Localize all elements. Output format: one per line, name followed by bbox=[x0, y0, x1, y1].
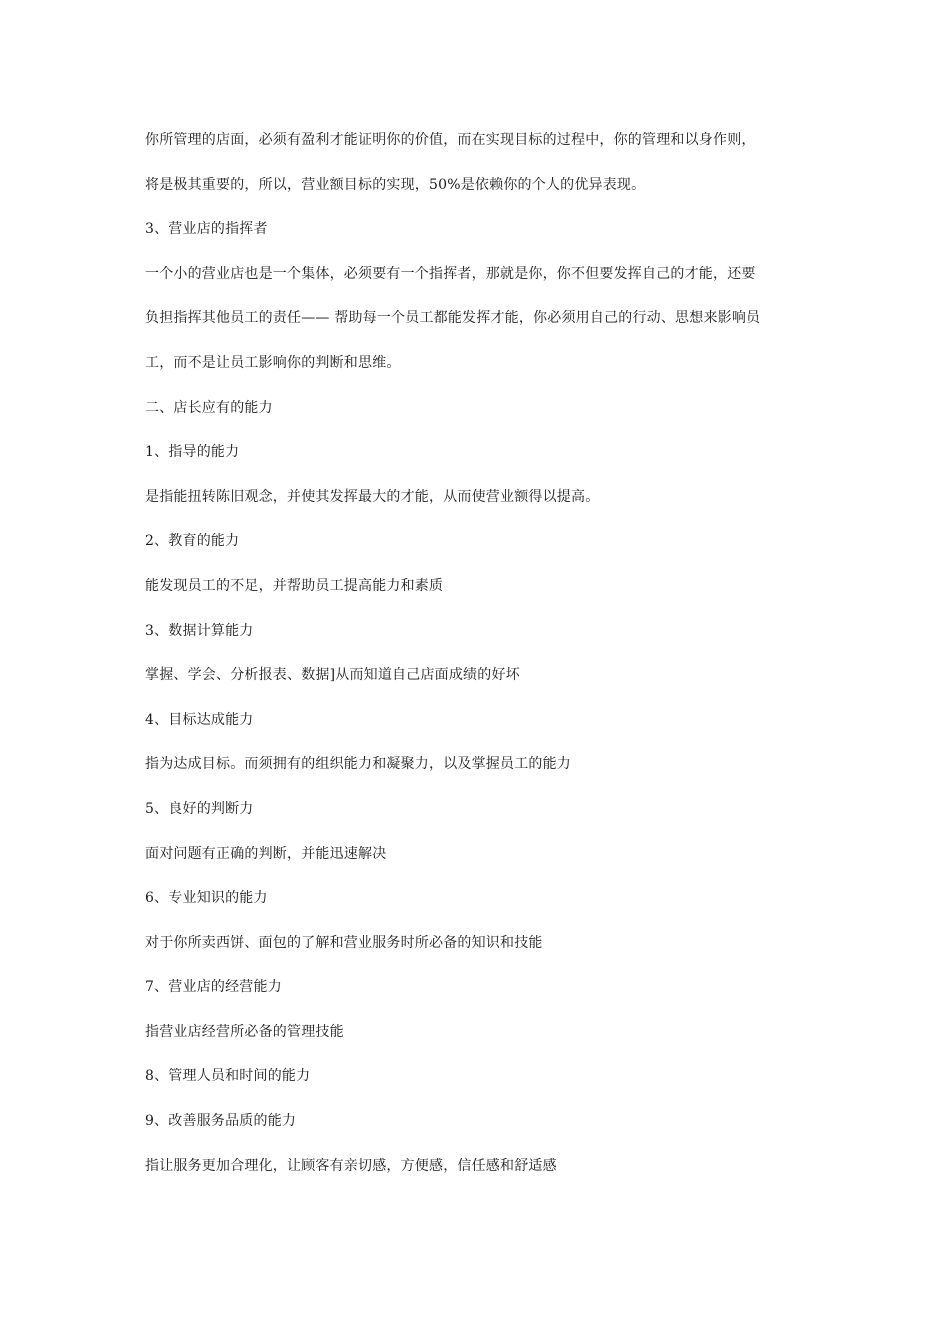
paragraph-line: 是指能扭转陈旧观念，并使其发挥最大的才能，从而使营业额得以提高。 bbox=[145, 488, 600, 505]
section-heading: 3、营业店的指挥者 bbox=[145, 221, 268, 238]
paragraph-line: 对于你所卖西饼、面包的了解和营业服务时所必备的知识和技能 bbox=[145, 934, 543, 951]
section-heading: 5、良好的判断力 bbox=[145, 800, 254, 817]
section-heading: 2、教育的能力 bbox=[145, 533, 240, 550]
section-heading: 7、营业店的经营能力 bbox=[145, 979, 282, 996]
paragraph-line: 指为达成目标。而须拥有的组织能力和凝聚力，以及掌握员工的能力 bbox=[145, 756, 571, 773]
document-body bbox=[145, 118, 815, 1188]
paragraph-line: 指让服务更加合理化，让顾客有亲切感，方便感，信任感和舒适感 bbox=[145, 1157, 557, 1174]
section-heading: 6、专业知识的能力 bbox=[145, 890, 268, 907]
chapter-heading: 二、店长应有的能力 bbox=[145, 399, 273, 416]
paragraph-line: 工，而不是让员工影响你的判断和思维。 bbox=[145, 354, 401, 371]
paragraph-line: 将是极其重要的，所以，营业额目标的实现，50%是依赖你的个人的优异表现。 bbox=[145, 176, 646, 193]
paragraph-line: 一个小的营业店也是一个集体，必须要有一个指挥者，那就是你，你不但要发挥自己的才能，还要 bbox=[145, 265, 756, 282]
section-heading: 1、指导的能力 bbox=[145, 444, 240, 461]
paragraph-line: 掌握、学会、分析报表、数据]从而知道自己店面成绩的好坏 bbox=[145, 667, 520, 684]
paragraph-line: 面对问题有正确的判断，并能迅速解决 bbox=[145, 845, 387, 862]
paragraph-line: 负担指挥其他员工的责任—— 帮助每一个员工都能发挥才能，你必须用自己的行动、思想来影响员 bbox=[145, 310, 761, 327]
section-heading: 9、改善服务品质的能力 bbox=[145, 1113, 297, 1130]
section-heading: 4、目标达成能力 bbox=[145, 711, 254, 728]
paragraph-line: 你所管理的店面，必须有盈利才能证明你的价值，而在实现目标的过程中，你的管理和以身作则， bbox=[145, 132, 756, 148]
paragraph-line: 能发现员工的不足，并帮助员工提高能力和素质 bbox=[145, 577, 444, 594]
paragraph-line: 指营业店经营所必备的管理技能 bbox=[145, 1023, 344, 1040]
section-heading: 3、数据计算能力 bbox=[145, 622, 254, 639]
section-heading: 8、管理人员和时间的能力 bbox=[145, 1068, 311, 1085]
